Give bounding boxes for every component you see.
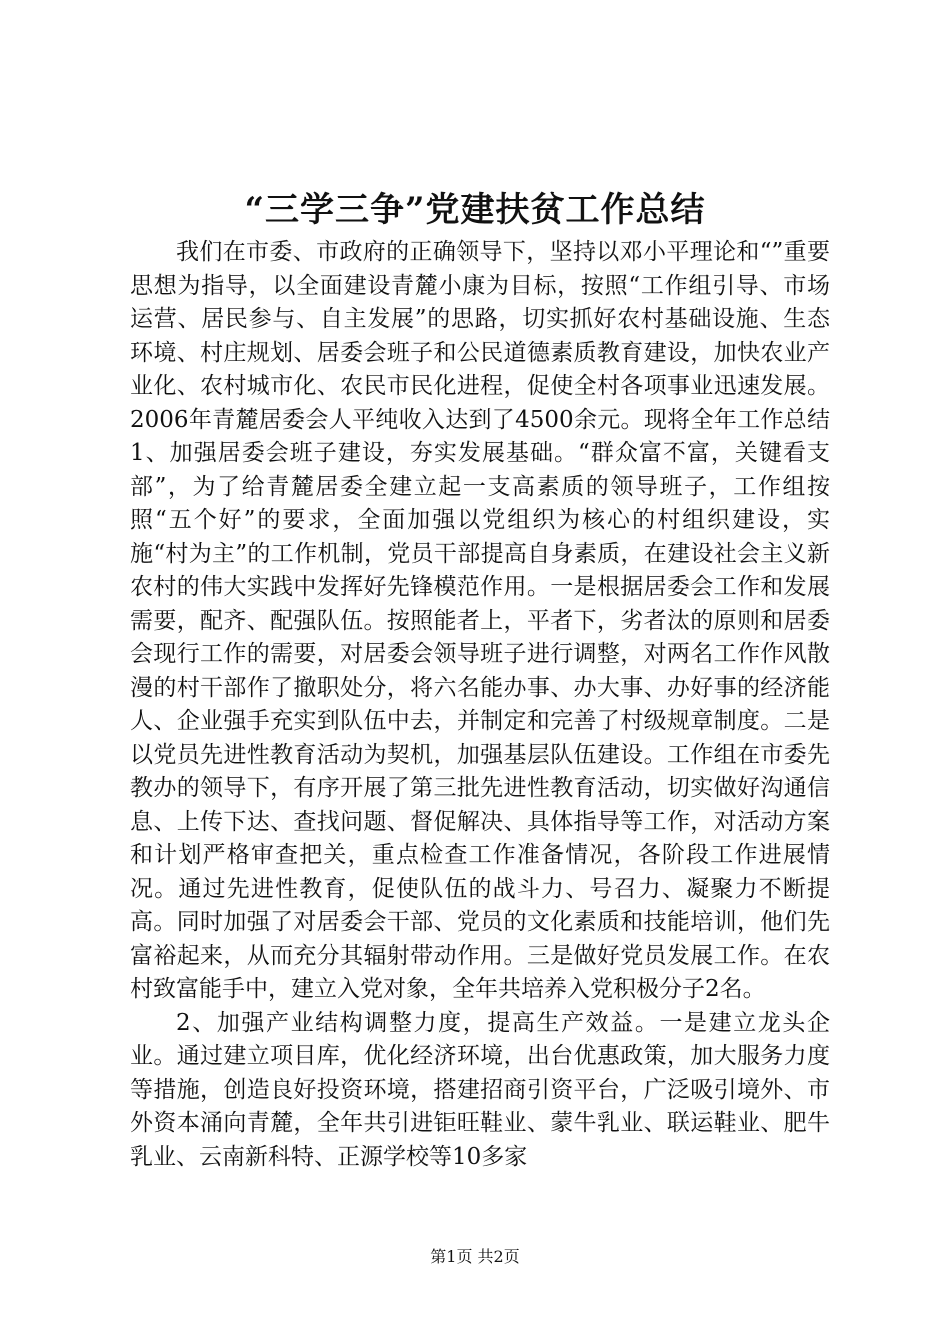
paragraph-2: 2、加强产业结构调整力度，提高生产效益。一是建立龙头企业。通过建立项目库，优化经济环境，出台优惠政策，加大服务力度等措施，创造良好投资环境，搭建招商引资平台，广泛吸引境外、市外资本涌向青麓，全年共引进钜旺鞋业、蒙牛乳业、联运鞋业、肥牛乳业、云南新科特、正源学校等10多家 [130, 1009, 830, 1170]
document-title: “三学三争”党建扶贫工作总结 [244, 190, 706, 230]
paragraph-1: 我们在市委、市政府的正确领导下，坚持以邓小平理论和“”重要思想为指导，以全面建设青麓小康为目标，按照“工作组引导、市场运营、居民参与、自主发展”的思路，切实抓好农村基础设施、生态环境、村庄规划、居委会班子和公民道德素质教育建设，加快农业产业化、农村城市化、农民市民化进程，促使全村各项事业迅速发展。2006年青麓居委会人平纯收入达到了4500余元。现将全年工作总结 1、加强居委会班子建设，夯实发展基础。“群众富不富，关键看支部”，为了给青麓居委全建立起一支高素质的领导班子，工作组按照“五个好”的要求，全面加强以党组织为核心的村组织建设，实施“村为主”的工作机制，党员干部提高自身素质，在建设社会主义新农村的伟大实践中发挥好先锋模范作用。一是根据居委会工作和发展需要，配齐、配强队伍。按照能者上，平者下，劣者汰的原则和居委会现行工作的需要，对居委会领导班子进行调整，对两名工作作风散漫的村干部作了撤职处分，将六名能办事、办大事、办好事的经济能人、企业强手充实到队伍中去，并制定和完善了村级规章制度。二是以党员先进性教育活动为契机，加强基层队伍建设。工作组在市委先教办的领导下，有序开展了第三批先进性教育活动，切实做好沟通信息、上传下达、查找问题、督促解决、具体指导等工作，对活动方案和计划严格审查把关，重点检查工作准备情况，各阶段工作进展情况。通过先进性教育，促使队伍的战斗力、号召力、凝聚力不断提高。同时加强了对居委会干部、党员的文化素质和技能培训，他们先富裕起来，从而充分其辐射带动作用。三是做好党员发展工作。在农村致富能手中，建立入党对象，全年共培养入党积极分子2名。 [130, 239, 830, 1002]
document-body [130, 236, 830, 1174]
page-footer: 第1页 共2页 [430, 1247, 520, 1266]
